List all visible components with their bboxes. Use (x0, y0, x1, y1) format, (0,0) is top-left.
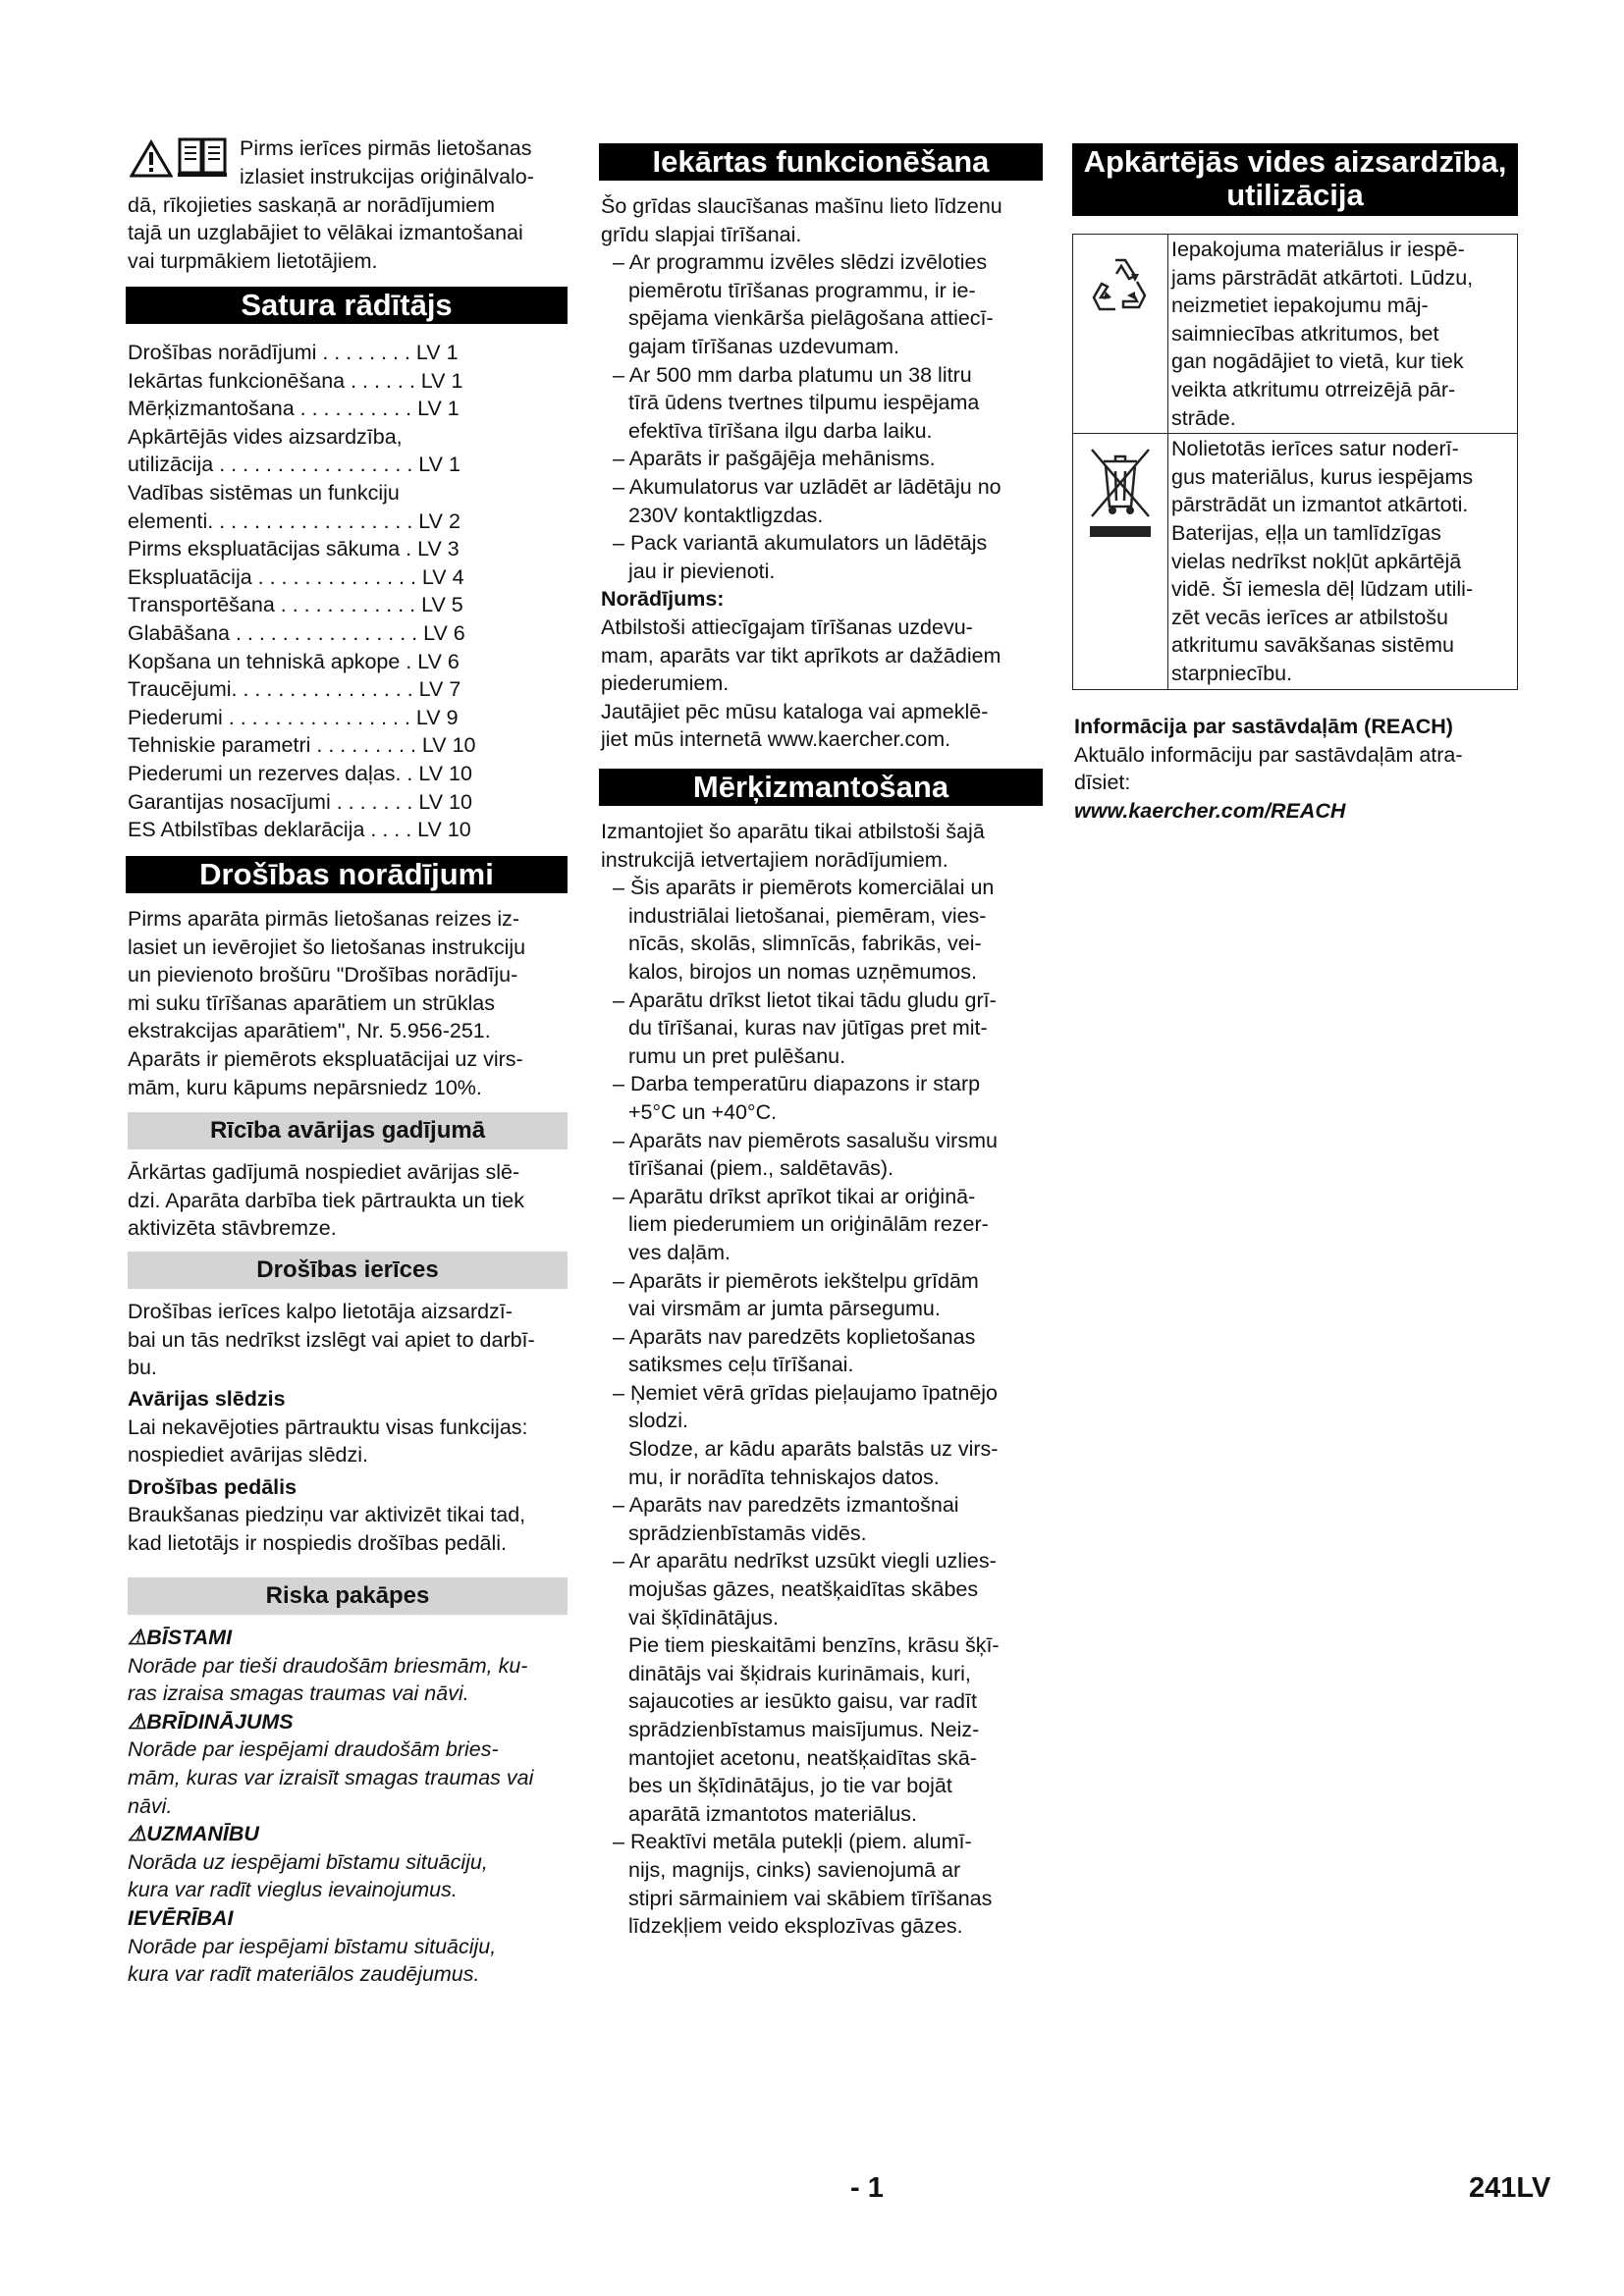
use-title: Mērķizmantošana (599, 769, 1043, 806)
text-line: vidē. Šī iemesla dēļ lūdzam utili- (1171, 577, 1474, 602)
manual-book-icon (177, 135, 228, 184)
page-code: 241LV (1469, 2172, 1551, 2204)
list-item (601, 1183, 1045, 1267)
list-item (601, 1127, 1045, 1183)
text-line: Šo grīdas slaucīšanas mašīnu lieto līdzenu (601, 194, 1002, 218)
text-line: piemērotu tīrīšanas programmu, ir ie- (628, 278, 976, 302)
text-line: Drošības ierīces kalpo lietotāja aizsardzī- (128, 1300, 513, 1323)
text-line: neizmetiet iepakojumu māj- (1171, 294, 1429, 318)
function-title: Iekārtas funkcionēšana (599, 143, 1043, 181)
text-line: – Aparāts nav piemērots sasalušu virsmu (613, 1128, 998, 1152)
list-item (601, 1070, 1045, 1126)
safety-title: Drošības norādījumi (126, 856, 568, 893)
text-line: jau ir pievienoti. (628, 559, 776, 583)
risk-levels-title: Riska pakāpes (128, 1577, 568, 1615)
reach-title: Informācija par sastāvdaļām (REACH) (1074, 715, 1453, 738)
text-line: – Pack variantā akumulators un lādētājs (613, 531, 988, 556)
recycle-icon (1086, 304, 1155, 321)
text-line: liem piederumiem un oriģinālām rezer- (628, 1212, 989, 1237)
toc-entry[interactable]: Vadības sistēmas un funkciju (128, 480, 400, 505)
reach-section (1074, 713, 1522, 825)
text-line: saimniecības atkritumos, bet (1171, 321, 1439, 346)
crossed-bin-icon (1086, 527, 1155, 544)
function-section (601, 192, 1045, 754)
text-line: vielas nedrīkst nokļūt apkārtējā (1171, 549, 1462, 573)
text-line: spējama vienkārša pielāgošana attiecī- (628, 306, 994, 331)
text-line: – Ar programmu izvēles slēdzi izvēloties (613, 250, 988, 275)
text-line: Atbilstoši attiecīgajam tīrīšanas uzdevu- (601, 614, 973, 639)
safety-pedal-title: Drošības pedālis (128, 1474, 298, 1499)
safety-intro (128, 905, 569, 1101)
text-line: – Šis aparāts ir piemērots komerciālai un (613, 876, 995, 900)
text-line: dīsiet: (1074, 771, 1131, 795)
text-line: – Ar 500 mm darba platumu un 38 litru (613, 362, 972, 387)
devices-text (128, 1298, 569, 1382)
text-line: Jautājiet pēc mūsu kataloga vai apmeklē- (601, 699, 989, 723)
text-line: bes un šķīdinātājus, jo tie var bojāt (628, 1774, 952, 1798)
text-line: ves daļām. (628, 1240, 731, 1264)
emergency-switch-section (128, 1385, 569, 1558)
text-line: nīcās, skolās, slimnīcās, fabrikās, vei- (628, 932, 982, 956)
text-line: sprādzienbīstamus maisījumus. Neiz- (628, 1718, 980, 1741)
text-line: Baterijas, eļļa un tamlīdzīgas (1171, 520, 1441, 545)
text-line: Braukšanas piedziņu var aktivizēt tikai tad, (128, 1503, 526, 1527)
text-line: tīrīšanai (piem., saldētavās). (628, 1156, 894, 1181)
list-item (601, 529, 1045, 585)
text-line: tīrā ūdens tvertnes tilpumu iespējama (628, 391, 980, 415)
text-line: nijs, magnijs, cinks) savienojumā ar (628, 1857, 961, 1882)
warning-triangle-icon: ⚠ (128, 1822, 147, 1846)
toc-entry[interactable]: Piederumi . . . . . . . . . . . . . . . . LV 9 (128, 705, 459, 729)
toc-entry[interactable]: Transportēšana . . . . . . . . . . . . LV 5 (128, 593, 463, 617)
text-line: du tīrīšanai, kuras nav jūtīgas pret mit- (628, 1016, 988, 1041)
weee-text (1168, 434, 1518, 689)
toc-entry[interactable]: Mērķizmantošana . . . . . . . . . . LV 1 (128, 397, 460, 421)
list-item (601, 1379, 1045, 1491)
environment-title-line-2: utilizācija (1226, 178, 1364, 212)
intro-line-5: vai turpmākiem lietotājiem. (128, 249, 378, 273)
text-line: pārstrādāt un izmantot atkārtoti. (1171, 493, 1469, 517)
text-line: bu. (128, 1356, 157, 1380)
risk-levels (128, 1624, 569, 1989)
emergency-switch-title: Avārijas slēdzis (128, 1387, 286, 1411)
text-line: aktivizēta stāvbremze. (128, 1216, 337, 1241)
warning-triangle-icon: ⚠ (128, 1626, 147, 1649)
text-line: stipri sārmainiem vai skābiem tīrīšanas (628, 1886, 993, 1910)
list-item (601, 473, 1045, 529)
text-line: sajaucoties ar iesūkto gaisu, var radīt (628, 1689, 977, 1714)
text-line: mojušas gāzes, neatšķaidītas skābes (628, 1577, 979, 1602)
text-line: Ārkārtas gadījumā nospiediet avārijas slē- (128, 1160, 520, 1184)
recycle-icon-cell (1073, 235, 1168, 434)
intro-line-4: tajā un uzglabājiet to vēlākai izmantošanai (128, 221, 523, 244)
emergency-title: Rīcība avārijas gadījumā (128, 1112, 568, 1149)
danger-label: ⚠BĪSTAMI (128, 1626, 233, 1649)
text-line: Norāde par tieši draudošām briesmām, ku- (128, 1653, 528, 1678)
text-line: – Reaktīvi metāla putekļi (piem. alumī- (613, 1830, 972, 1854)
toc-title: Satura rādītājs (126, 287, 568, 324)
text-line: jams pārstrādāt atkārtoti. Lūdzu, (1171, 265, 1474, 290)
text-line: starpniecību. (1171, 661, 1293, 685)
text-line: – Aparāts nav paredzēts koplietošanas (613, 1324, 976, 1349)
text-line: satiksmes ceļu tīrīšanai. (628, 1353, 854, 1377)
text-line: mu, ir norādīta tehniskajos datos. (628, 1465, 940, 1489)
list-item (601, 1323, 1045, 1379)
toc-entry[interactable]: Piederumi un rezerves daļas. . LV 10 (128, 761, 472, 785)
text-line: – Aparātu drīkst aprīkot tikai ar oriģinā- (613, 1184, 976, 1208)
warning-triangle-icon (130, 139, 173, 184)
text-line: grīdu slapjai tīrīšanai. (601, 222, 802, 246)
text-line: – Aparāts ir piemērots iekštelpu grīdām (613, 1268, 979, 1293)
toc-entry[interactable]: Kopšana un tehniskā apkope . LV 6 (128, 649, 460, 673)
toc-entry[interactable]: Tehniskie parametri . . . . . . . . . LV 10 (128, 733, 476, 758)
text-line: kura var radīt vieglus ievainojumus. (128, 1878, 458, 1902)
text-line: ekstrakcijas aparātiem", Nr. 5.956-251. (128, 1019, 491, 1043)
text-line: Norāda uz iespējami bīstamu situāciju, (128, 1849, 488, 1874)
list-item (601, 361, 1045, 446)
text-line: lasiet un ievērojiet šo lietošanas instrukciju (128, 934, 526, 959)
text-line: kalos, birojos un nomas uzņēmumos. (628, 959, 977, 984)
toc-list (128, 339, 476, 844)
text-line: gan nogādājiet to vietā, kur tiek (1171, 349, 1464, 374)
environment-title (1072, 143, 1518, 216)
text-line: industriālai lietošanai, piemēram, vies- (628, 903, 987, 928)
table-row (1073, 235, 1518, 434)
list-item (601, 248, 1045, 360)
text-line: vai virsmām ar jumta pārsegumu. (628, 1297, 941, 1321)
text-line: – Aparāts ir pašgājēja mehānisms. (613, 447, 936, 471)
text-line: mām, kuras var izraisīt smagas traumas vai (128, 1765, 534, 1789)
toc-entry[interactable]: Ekspluatācija . . . . . . . . . . . . . . LV 4 (128, 564, 464, 589)
text-line: Norāde par iespējami draudošām bries- (128, 1737, 499, 1762)
text-line: atkritumu savākšanas sistēmu (1171, 633, 1454, 658)
use-section (601, 818, 1045, 1941)
toc-entry[interactable]: Garantijas nosacījumi . . . . . . . LV 10 (128, 789, 472, 814)
recycle-text (1168, 235, 1518, 434)
emergency-text (128, 1158, 569, 1243)
text-line: kad lietotājs ir nospiedis drošības pedāli. (128, 1530, 508, 1555)
text-line: dinātājs vai šķidrais kurināmais, kuri, (628, 1661, 971, 1685)
text-line: zēt vecās ierīces ar atbilstošu (1171, 605, 1449, 629)
environment-title-line-1: Apkārtējās vides aizsardzība, (1083, 144, 1507, 179)
text-line: piederumiem. (601, 671, 730, 696)
devices-title: Drošības ierīces (128, 1252, 568, 1289)
text-line: – Darba temperatūru diapazons ir starp (613, 1072, 981, 1096)
note-title: Norādījums: (601, 587, 725, 612)
text-line: Aktuālo informāciju par sastāvdaļām atra- (1074, 742, 1463, 767)
text-line: – Akumulatorus var uzlādēt ar lādētāju no (613, 474, 1001, 499)
text-line: gus materiālus, kurus iespējams (1171, 464, 1474, 489)
list-item (601, 987, 1045, 1071)
text-line: 230V kontaktligzdas. (628, 503, 824, 527)
text-line: Aparāts ir piemērots ekspluatācijai uz virs- (128, 1046, 523, 1071)
text-line: līdzekļiem veido eksplozīvas gāzes. (628, 1914, 963, 1939)
text-line: – Ņemiet vērā grīdas pieļaujamo īpatnējo (613, 1380, 999, 1405)
toc-entry[interactable]: utilizācija . . . . . . . . . . . . . . . . . LV 1 (128, 453, 460, 477)
text-line: +5°C un +40°C. (628, 1099, 778, 1124)
toc-entry[interactable]: Iekārtas funkcionēšana . . . . . . LV 1 (128, 368, 463, 393)
list-item (601, 445, 1045, 473)
toc-entry[interactable]: Traucējumi. . . . . . . . . . . . . . . . LV 7 (128, 677, 461, 702)
toc-entry[interactable]: Apkārtējās vides aizsardzība, (128, 424, 403, 449)
list-item (601, 1828, 1045, 1940)
text-line: Slodze, ar kādu aparāts balstās uz virs- (628, 1437, 999, 1462)
text-line: Lai nekavējoties pārtrauktu visas funkcijas: (128, 1415, 528, 1439)
text-line: – Aparāts nav paredzēts izmantošnai (613, 1493, 959, 1518)
text-line: Izmantojiet šo aparātu tikai atbilstoši šajā (601, 820, 985, 843)
toc-entry[interactable]: Glabāšana . . . . . . . . . . . . . . . . LV 6 (128, 620, 465, 645)
notice-label: IEVĒRĪBAI (128, 1905, 234, 1930)
intro-line-2: izlasiet instrukcijas oriģinālvalo- (240, 165, 534, 188)
list-item (601, 874, 1045, 986)
text-line: ras izraisa smagas traumas vai nāvi. (128, 1682, 469, 1706)
text-line: – Aparātu drīkst lietot tikai tādu gludu grī- (613, 988, 997, 1012)
text-line: un pievienoto brošūru "Drošības norādīju- (128, 963, 518, 988)
text-line: efektīva tīrīšana ilgu darba laiku. (628, 418, 933, 443)
table-row (1073, 434, 1518, 689)
text-line: mi suku tīrīšanas aparātiem un strūklas (128, 990, 496, 1015)
caution-label: ⚠UZMANĪBU (128, 1822, 259, 1846)
text-line: vai šķīdinātājus. (628, 1605, 779, 1629)
text-line: Norāde par iespējami bīstamu situāciju, (128, 1934, 497, 1958)
text-line: kura var radīt materiālos zaudējumus. (128, 1962, 480, 1987)
text-line: Pirms aparāta pirmās lietošanas reizes iz- (128, 907, 520, 931)
text-line: rumu un pret pulēšanu. (628, 1043, 846, 1068)
text-line: gajam tīrīšanas uzdevumam. (628, 334, 900, 358)
toc-entry[interactable]: ES Atbilstības deklarācija . . . . LV 10 (128, 818, 471, 842)
text-line: instrukcijā ietvertajiem norādījumiem. (601, 847, 948, 872)
text-line: slodzi. (628, 1409, 688, 1433)
text-line: Iepakojuma materiālus ir iespē- (1171, 238, 1465, 261)
text-line: dzi. Aparāta darbība tiek pārtraukta un tiek (128, 1188, 524, 1212)
text-line: strāde. (1171, 405, 1236, 430)
environment-table (1072, 234, 1518, 690)
intro-line-3: dā, rīkojieties saskaņā ar norādījumiem (128, 193, 496, 217)
list-item (601, 1491, 1045, 1547)
weee-icon-cell (1073, 434, 1168, 689)
text-line: Pie tiem pieskaitāmi benzīns, krāsu šķī- (628, 1633, 1000, 1658)
text-line: jiet mūs internetā www.kaercher.com. (601, 727, 951, 752)
text-line: veikta atkritumu otrreizējā pār- (1171, 377, 1456, 401)
warning-triangle-icon: ⚠ (128, 1709, 147, 1734)
text-line: aparātā izmantotos materiālus. (628, 1801, 917, 1826)
text-line: nāvi. (128, 1793, 173, 1818)
warning-label: ⚠BRĪDINĀJUMS (128, 1709, 294, 1734)
text-line: mantojiet acetonu, neatšķaidītas skā- (628, 1745, 977, 1770)
intro-line-1: Pirms ierīces pirmās lietošanas (240, 136, 532, 160)
text-line: sprādzienbīstamās vidēs. (628, 1521, 867, 1545)
list-item (601, 1547, 1045, 1828)
text-line: Nolietotās ierīces satur noderī- (1171, 437, 1459, 461)
reach-link[interactable]: www.kaercher.com/REACH (1074, 798, 1346, 823)
text-line: mām, kuru kāpums nepārsniedz 10%. (128, 1075, 482, 1099)
toc-entry[interactable]: elementi. . . . . . . . . . . . . . . . . . LV 2 (128, 508, 460, 533)
text-line: mam, aparāts var tikt aprīkots ar dažādiem (601, 643, 1001, 667)
text-line: nospiediet avārijas slēdzi. (128, 1443, 368, 1468)
toc-entry[interactable]: Pirms ekspluatācijas sākuma . LV 3 (128, 537, 460, 561)
text-line: – Ar aparātu nedrīkst uzsūkt viegli uzlies- (613, 1549, 997, 1574)
page-number: - 1 (850, 2172, 884, 2204)
list-item (601, 1267, 1045, 1323)
toc-entry[interactable]: Drošības norādījumi . . . . . . . . LV 1 (128, 341, 459, 364)
text-line: bai un tās nedrīkst izslēgt vai apiet to darbī- (128, 1327, 535, 1352)
